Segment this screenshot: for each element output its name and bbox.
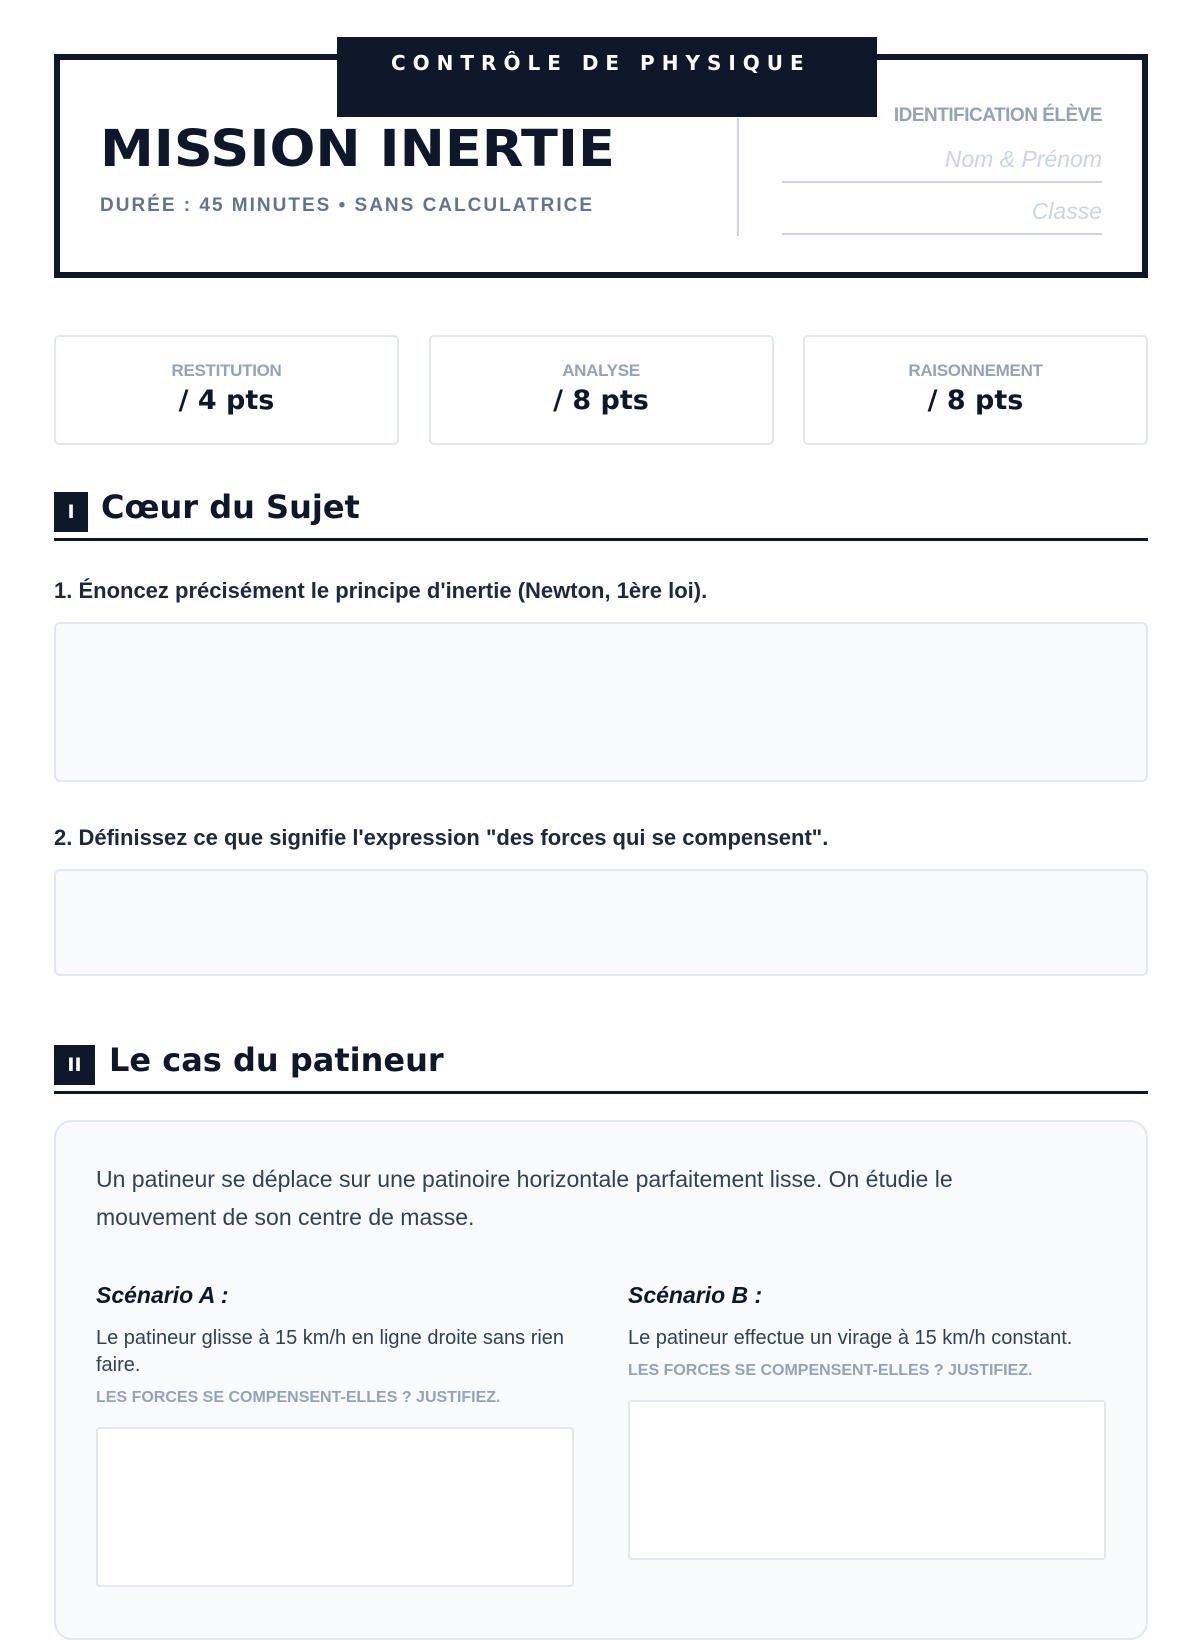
exam-meta: DURÉE : 45 MINUTES • SANS CALCULATRICE bbox=[100, 195, 594, 216]
student-class-input[interactable] bbox=[782, 198, 1102, 235]
exam-header bbox=[54, 51, 1148, 278]
scenario-b bbox=[628, 1282, 1106, 1560]
answer-field-1[interactable] bbox=[54, 622, 1148, 782]
student-id-title: IDENTIFICATION ÉLÈVE bbox=[893, 105, 1102, 126]
scenario-a-answer-field[interactable] bbox=[96, 1427, 574, 1587]
score-box-analyse bbox=[429, 335, 774, 445]
scenario-b-answer-field[interactable] bbox=[628, 1400, 1106, 1560]
score-value: / 8 pts bbox=[927, 385, 1024, 416]
score-box-restitution bbox=[54, 335, 399, 445]
question-1: 1. Énoncez précisément le principe d'inertie (Newton, 1ère loi). bbox=[54, 578, 708, 603]
question-2: 2. Définissez ce que signifie l'expression "des forces qui se compensent". bbox=[54, 825, 829, 850]
score-summary bbox=[54, 335, 1148, 445]
header-divider bbox=[737, 118, 739, 236]
section-title: Cœur du Sujet bbox=[101, 488, 360, 526]
exam-title: MISSION INERTIE bbox=[100, 120, 615, 179]
section-title: Le cas du patineur bbox=[109, 1041, 444, 1079]
score-label: RAISONNEMENT bbox=[908, 361, 1043, 380]
case-intro-text: Un patineur se déplace sur une patinoire horizontale parfaitement lisse. On étudie le mouvement de son centre de masse. bbox=[96, 1166, 953, 1230]
scenario-description: Le patineur effectue un virage à 15 km/h constant. bbox=[628, 1327, 1073, 1349]
score-label: RESTITUTION bbox=[171, 361, 282, 380]
scenario-title: Scénario A : bbox=[96, 1282, 229, 1308]
section-number-badge: I bbox=[54, 492, 88, 532]
score-value: / 8 pts bbox=[553, 385, 649, 416]
case-study-card bbox=[54, 1120, 1148, 1640]
answer-field-2[interactable] bbox=[54, 869, 1148, 976]
scenario-title: Scénario B : bbox=[628, 1282, 763, 1308]
section-number-badge: II bbox=[54, 1045, 95, 1085]
section-2-header bbox=[54, 1041, 1148, 1094]
scenario-description: Le patineur glisse à 15 km/h en ligne droite sans rien faire. bbox=[96, 1327, 565, 1376]
score-value: / 4 pts bbox=[178, 385, 275, 416]
score-label: ANALYSE bbox=[562, 361, 640, 380]
score-box-raisonnement bbox=[803, 335, 1148, 445]
section-1-header bbox=[54, 488, 1148, 541]
scenario-prompt: LES FORCES SE COMPENSENT-ELLES ? JUSTIFIEZ. bbox=[96, 1389, 501, 1406]
exam-type-tag: CONTRÔLE DE PHYSIQUE bbox=[337, 37, 877, 117]
scenario-a bbox=[96, 1282, 574, 1587]
student-name-input[interactable] bbox=[782, 146, 1102, 183]
scenario-prompt: LES FORCES SE COMPENSENT-ELLES ? JUSTIFIEZ. bbox=[628, 1362, 1033, 1379]
